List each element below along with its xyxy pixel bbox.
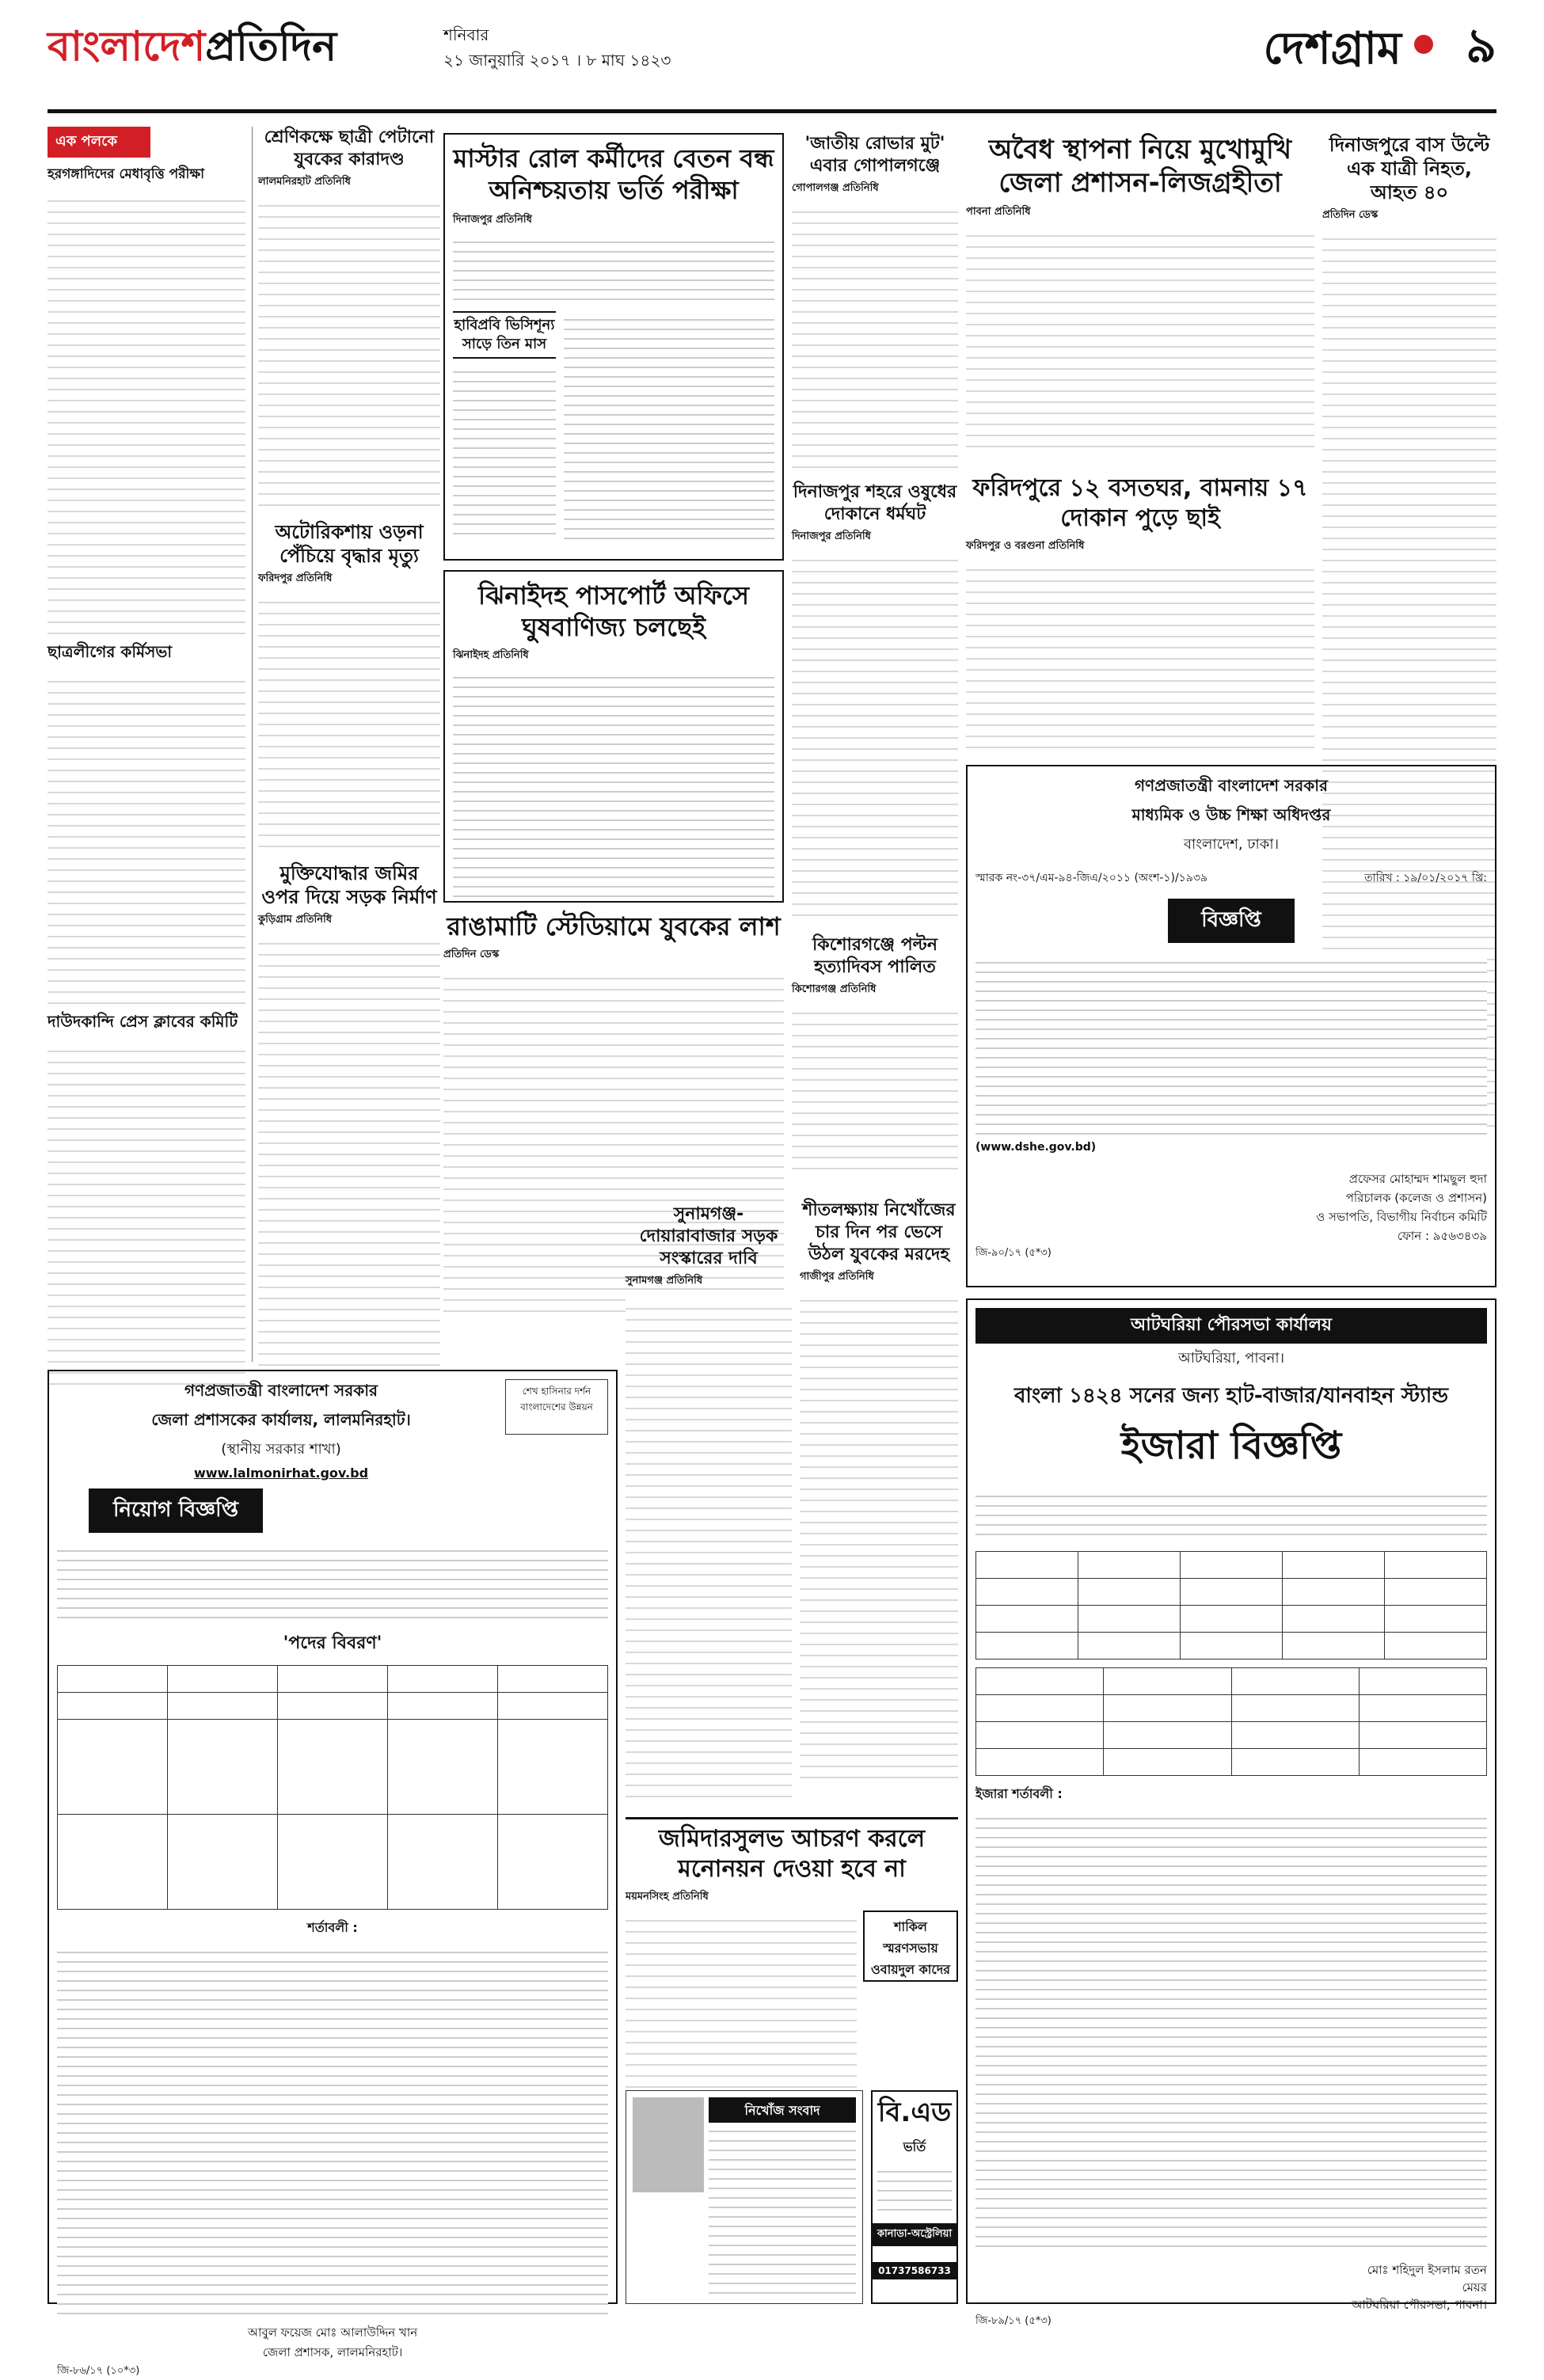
article-credit: প্রতিদিন ডেস্ক bbox=[1322, 209, 1379, 221]
article-box bbox=[443, 133, 784, 561]
missing-notice-ad bbox=[626, 2090, 863, 2304]
pull-quote: শাকিল স্মরণসভায় ওবায়দুল কাদের bbox=[863, 1910, 958, 1982]
signatory-name: আবুল ফয়েজ মোঃ আলাউদ্দিন খান bbox=[247, 2325, 418, 2340]
bed-body bbox=[877, 2163, 952, 2218]
conditions-body bbox=[57, 1944, 608, 2316]
article-credit: ঝিনাইদহ প্রতিনিধি bbox=[453, 649, 529, 661]
article-credit: লালমনিরহাট প্রতিনিধি bbox=[258, 176, 351, 188]
article-headline: অবৈধ স্থাপনা নিয়ে মুখোমুখি জেলা প্রশাসন-লিজগ্রহীতা bbox=[988, 134, 1292, 199]
table-title: 'পদের বিবরণ' bbox=[283, 1633, 382, 1653]
article-body bbox=[792, 550, 958, 922]
article-credit: গাজীপুর প্রতিনিধি bbox=[800, 1271, 874, 1283]
newspaper-logo: বাংলাদেশপ্রতিদিন bbox=[48, 23, 337, 70]
conditions-heading: শর্তাবলী : bbox=[307, 1920, 358, 1935]
article-credit: প্রতিদিন ডেস্ক bbox=[443, 949, 500, 960]
article-credit: কিশোরগঞ্জ প্রতিনিধি bbox=[792, 983, 877, 995]
govt-badge: শেখ হাসিনার দর্শন বাংলাদেশের উন্নয়ন bbox=[505, 1379, 608, 1435]
notice-location: বাংলাদেশ, ঢাকা। bbox=[1183, 836, 1280, 853]
bed-sub: ভর্তি bbox=[903, 2139, 926, 2154]
canada-phone: 01737586733 bbox=[873, 2262, 956, 2279]
article-headline: শীতলক্ষ্যায় নিখোঁজের চার দিন পর ভেসে উঠল যুবকের মরদেহ bbox=[802, 1200, 956, 1264]
article-headline: দাউদকান্দি প্রেস ক্লাবের কমিটি bbox=[48, 1012, 238, 1031]
article-body bbox=[792, 202, 958, 471]
article-box bbox=[443, 570, 784, 903]
article bbox=[800, 1200, 958, 1801]
article-credit: গোপালগঞ্জ প্রতিনিধি bbox=[792, 182, 879, 194]
section-title: দেশগ্রাম bbox=[1263, 23, 1401, 74]
article-body bbox=[48, 671, 245, 1004]
article-subhead: হাবিপ্রবি ভিসিশূন্য সাড়ে তিন মাস bbox=[453, 311, 556, 359]
article-credit: সুনামগঞ্জ প্রতিনিধি bbox=[626, 1275, 703, 1287]
conditions-heading: ইজারা শর্তাবলী : bbox=[975, 1786, 1063, 1801]
notice-tag: বিজ্ঞপ্তি bbox=[1168, 899, 1295, 943]
post-table bbox=[57, 1665, 608, 1910]
notice-website: (www.dshe.gov.bd) bbox=[975, 1141, 1097, 1154]
article-headline: সুনামগঞ্জ-দোয়ারাবাজার সড়ক সংস্কারের দাবি bbox=[639, 1204, 778, 1268]
notice-org: জেলা প্রশাসকের কার্যালয়, লালমনিরহাট। bbox=[151, 1410, 411, 1429]
article-body bbox=[453, 669, 774, 899]
article bbox=[792, 481, 958, 925]
article-body bbox=[626, 1910, 857, 2093]
notice-org: মাধ্যমিক ও উচ্চ শিক্ষা অধিদপ্তর bbox=[1131, 805, 1331, 824]
notice-body bbox=[975, 1488, 1487, 1543]
page-number: ৯ bbox=[1466, 18, 1496, 74]
notice-gov: গণপ্রজাতন্ত্রী বাংলাদেশ সরকার bbox=[1135, 776, 1328, 795]
article-credit: কুড়িগ্রাম প্রতিনিধি bbox=[258, 914, 333, 926]
article-headline: মুক্তিযোদ্ধার জমির ওপর দিয়ে সড়ক নির্মাণ bbox=[261, 862, 437, 908]
atghoria-lease-notice bbox=[966, 1298, 1496, 2327]
short-news-headline: হরগঙ্গাদিদের মেধাবৃত্তি পরীক্ষা bbox=[48, 166, 205, 182]
short-news-body bbox=[48, 191, 245, 634]
article-credit: ফরিদপুর ও বরগুনা প্রতিনিধি bbox=[966, 540, 1085, 552]
article-headline: অটোরিকশায় ওড়না পেঁচিয়ে বৃদ্ধার মৃত্যু bbox=[275, 521, 424, 567]
article-headline: ফরিদপুরে ১২ বসতঘর, বামনায় ১৭ দোকান পুড়ে ছাই bbox=[972, 474, 1308, 532]
notice-tag: নিয়োগ বিজ্ঞপ্তি bbox=[89, 1488, 263, 1533]
bed-title: বি.এড bbox=[877, 2097, 952, 2128]
article-body bbox=[800, 1291, 958, 1781]
article-body bbox=[626, 1298, 792, 1805]
notice-branch: (স্থানীয় সরকার শাখা) bbox=[221, 1441, 341, 1458]
article bbox=[792, 934, 958, 1188]
masthead-rule bbox=[48, 109, 1496, 113]
article-body bbox=[258, 592, 440, 854]
missing-title: নিখোঁজ সংবাদ bbox=[709, 2097, 856, 2125]
canada-title: কানাডা-অস্ট্রেলিয়া bbox=[873, 2223, 956, 2246]
notice-body bbox=[57, 1542, 608, 1622]
article-headline: জমিদারসুলভ আচরণ করলে মনোনয়ন দেওয়া হবে না bbox=[626, 1817, 958, 1884]
article-body bbox=[564, 311, 774, 541]
notice-location: আটঘরিয়া, পাবনা। bbox=[1177, 1350, 1285, 1367]
article-headline: ছাত্রলীগের কর্মিসভা bbox=[48, 642, 173, 661]
conditions-body bbox=[975, 1810, 1487, 2253]
lease-table bbox=[975, 1551, 1487, 1660]
notice-org: আটঘরিয়া পৌরসভা কার্যালয় bbox=[975, 1308, 1487, 1344]
issue-date bbox=[443, 22, 671, 73]
article bbox=[626, 1817, 958, 2078]
article-body-continued bbox=[626, 1298, 792, 1805]
short-news-tag: এক পলকে bbox=[48, 127, 150, 158]
signatory-title: মেয়র bbox=[1462, 2280, 1487, 2294]
article-credit: পাবনা প্রতিনিধি bbox=[966, 206, 1031, 218]
notice-phone: ফোন : ৯৫৬৩৪৩৯ bbox=[1397, 1229, 1487, 1243]
ad-reference: জি-৯০/১৭ (৫*৩) bbox=[975, 1247, 1052, 1259]
missing-body bbox=[709, 2123, 856, 2297]
article-headline: কিশোরগঞ্জে পল্টন হত্যাদিবস পালিত bbox=[812, 935, 938, 977]
ad-reference: জি-৮৯/১৭ (৫*৩) bbox=[975, 2315, 1052, 2327]
article-headline: শ্রেণিকক্ষে ছাত্রী পেটানো যুবকের কারাদণ্ড bbox=[264, 127, 435, 169]
weekday: শনিবার bbox=[443, 25, 489, 44]
notice-date: তারিখ : ১৯/০১/২০১৭ খ্রি: bbox=[1364, 872, 1487, 884]
notice-gov: গণপ্রজাতন্ত্রী বাংলাদেশ সরকার bbox=[184, 1381, 378, 1400]
signatory-title-2: ও সভাপতি, বিভাগীয় নির্বাচন কমিটি bbox=[1316, 1210, 1487, 1224]
signatory-name: প্রফেসর মোহাম্মদ শামছুল হুদা bbox=[1348, 1172, 1487, 1186]
bed-ad bbox=[871, 2090, 958, 2304]
article-body bbox=[258, 196, 440, 512]
signatory-title-2: আটঘরিয়া পৌরসভা, পাবনা। bbox=[1352, 2298, 1487, 2312]
notice-tag: ইজারা বিজ্ঞপ্তি bbox=[1120, 1424, 1342, 1468]
article-body bbox=[966, 560, 1314, 758]
masthead bbox=[48, 14, 1496, 101]
lalmonirhat-notice bbox=[48, 1370, 618, 2377]
article-body bbox=[453, 363, 556, 538]
article-headline: দিনাজপুর শহরে ওষুধের দোকানে ধর্মঘট bbox=[793, 482, 957, 524]
column-divider bbox=[252, 127, 253, 1362]
article-body bbox=[966, 226, 1314, 455]
article-credit: দিনাজপুর প্রতিনিধি bbox=[453, 214, 532, 226]
schedule-table bbox=[975, 1667, 1487, 1776]
missing-person-photo bbox=[633, 2097, 704, 2192]
article bbox=[792, 133, 958, 473]
column-1 bbox=[48, 127, 245, 1362]
article-body bbox=[48, 1041, 245, 1390]
signatory-name: মোঃ শহিদুল ইসলাম রতন bbox=[1367, 2263, 1487, 2277]
article bbox=[966, 133, 1314, 466]
article-credit: ফরিদপুর প্রতিনিধি bbox=[258, 572, 333, 584]
article-body bbox=[792, 1003, 958, 1177]
article-headline: দিনাজপুরে বাস উল্টে এক যাত্রী নিহত, আহত ৪০ bbox=[1329, 134, 1490, 203]
dshe-notice bbox=[966, 765, 1496, 1287]
article-headline: মাস্টার রোল কর্মীদের বেতন বন্ধ অনিশ্চয়তায় ভর্তি পরীক্ষা bbox=[453, 143, 774, 205]
notice-body bbox=[975, 954, 1487, 1136]
notice-title: বাংলা ১৪২৪ সনের জন্য হাট-বাজার/যানবাহন স্ট্যান্ড bbox=[1013, 1384, 1449, 1408]
article-headline: রাঙামাটি স্টেডিয়ামে যুবকের লাশ bbox=[447, 911, 781, 941]
notice-memo: স্মারক নং-৩৭/এম-৯৪-জিএ/২০১১ (অংশ-১)/১৯৩৯ bbox=[975, 872, 1208, 884]
article bbox=[966, 473, 1314, 758]
signatory-title: জেলা প্রশাসক, লালমনিরহাট। bbox=[262, 2345, 403, 2359]
ad-reference: জি-৮৬/১৭ (১০*৩) bbox=[57, 2365, 140, 2377]
article-credit: দিনাজপুর প্রতিনিধি bbox=[792, 530, 871, 542]
notice-website: www.lalmonirhat.gov.bd bbox=[193, 1466, 369, 1481]
article-headline: ঝিনাইদহ পাসপোর্ট অফিসে ঘুষবাণিজ্য চলছেই bbox=[478, 580, 749, 642]
date-line: ২১ জানুয়ারি ২০১৭ । ৮ মাঘ ১৪২৩ bbox=[443, 51, 671, 70]
article-credit: ময়মনসিংহ প্রতিনিধি bbox=[626, 1891, 709, 1903]
section-dot-icon bbox=[1414, 35, 1433, 54]
article-body bbox=[453, 234, 774, 305]
article-headline: 'জাতীয় রোভার মুট' এবার গোপালগঞ্জে bbox=[804, 134, 945, 176]
signatory-title: পরিচালক (কলেজ ও প্রশাসন) bbox=[1345, 1191, 1487, 1205]
